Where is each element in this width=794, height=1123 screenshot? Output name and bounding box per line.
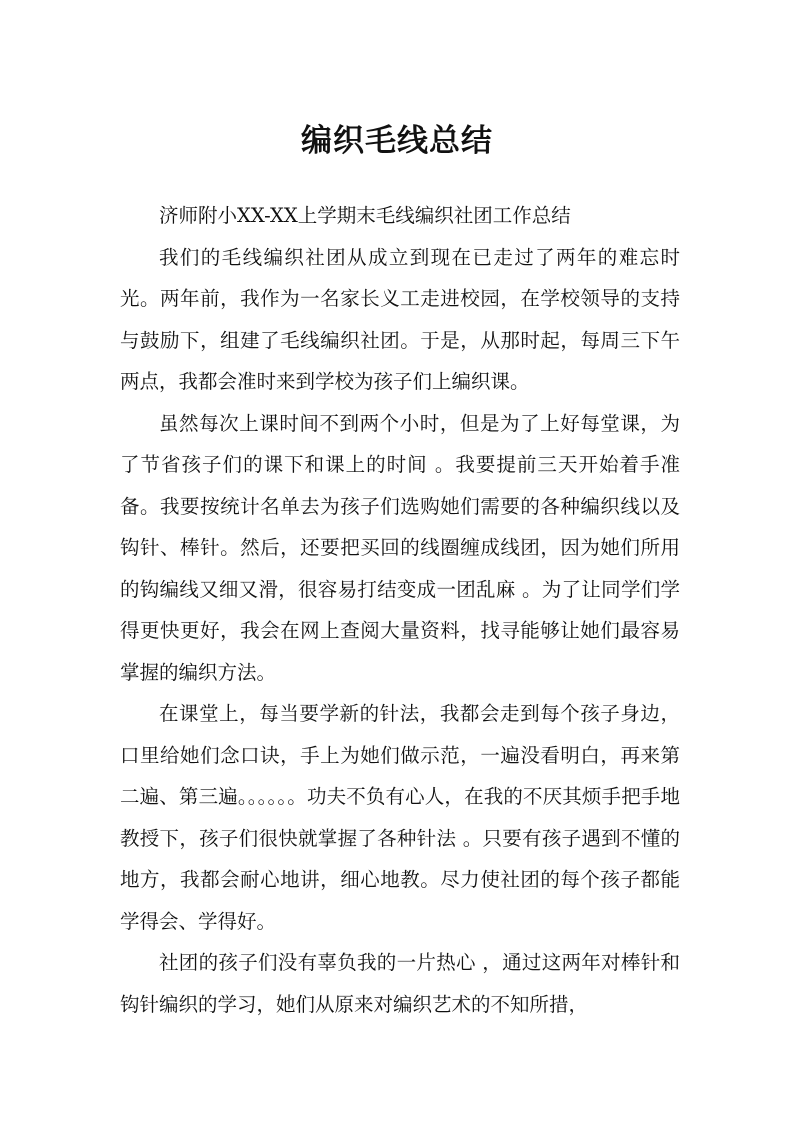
document-subtitle: 济师附小XX-XX上学期末毛线编织社团工作总结: [159, 204, 571, 227]
document-body: [120, 195, 680, 1025]
paragraph-3: 在课堂上，每当要学新的针法，我都会走到每个孩子身边，口里给她们念口诀，手上为她们做示范，一遍没看明白，再来第二遍、第三遍。。。。。。功夫不负有心人，在我的不厌其烦手把手地教授下，孩子们很快就掌握了各种针法 。只要有孩子遇到不懂的地方，我都会耐心地讲，细心地教。尽力使社团的每个孩子都能学得会、学得好。: [120, 702, 680, 933]
paragraph-1: 我们的毛线编织社团从成立到现在已走过了两年的难忘时光。两年前，我作为一名家长义工走进校园，在学校领导的支持与鼓励下，组建了毛线编织社团。于是，从那时起，每周三下午两点，我都会准时来到学校为孩子们上编织课。: [120, 245, 680, 393]
document-title: 编织毛线总结: [301, 122, 493, 159]
paragraph-4: 社团的孩子们没有辜负我的一片热心 ，通过这两年对棒针和钩针编织的学习，她们从原来对编织艺术的不知所措，: [120, 951, 680, 1016]
paragraph-2: 虽然每次上课时间不到两个小时，但是为了上好每堂课，为了节省孩子们的课下和课上的时间 。我要提前三天开始着手准备。我要按统计名单去为孩子们选购她们需要的各种编织线以及钩针、棒针。然后，还要把买回的线圈缠成线团，因为她们所用的钩编线又细又滑，很容易打结变成一团乱麻 。为了让同学们学得更快更好，我会在网上查阅大量资料，找寻能够让她们最容易掌握的编织方法。: [120, 411, 680, 684]
